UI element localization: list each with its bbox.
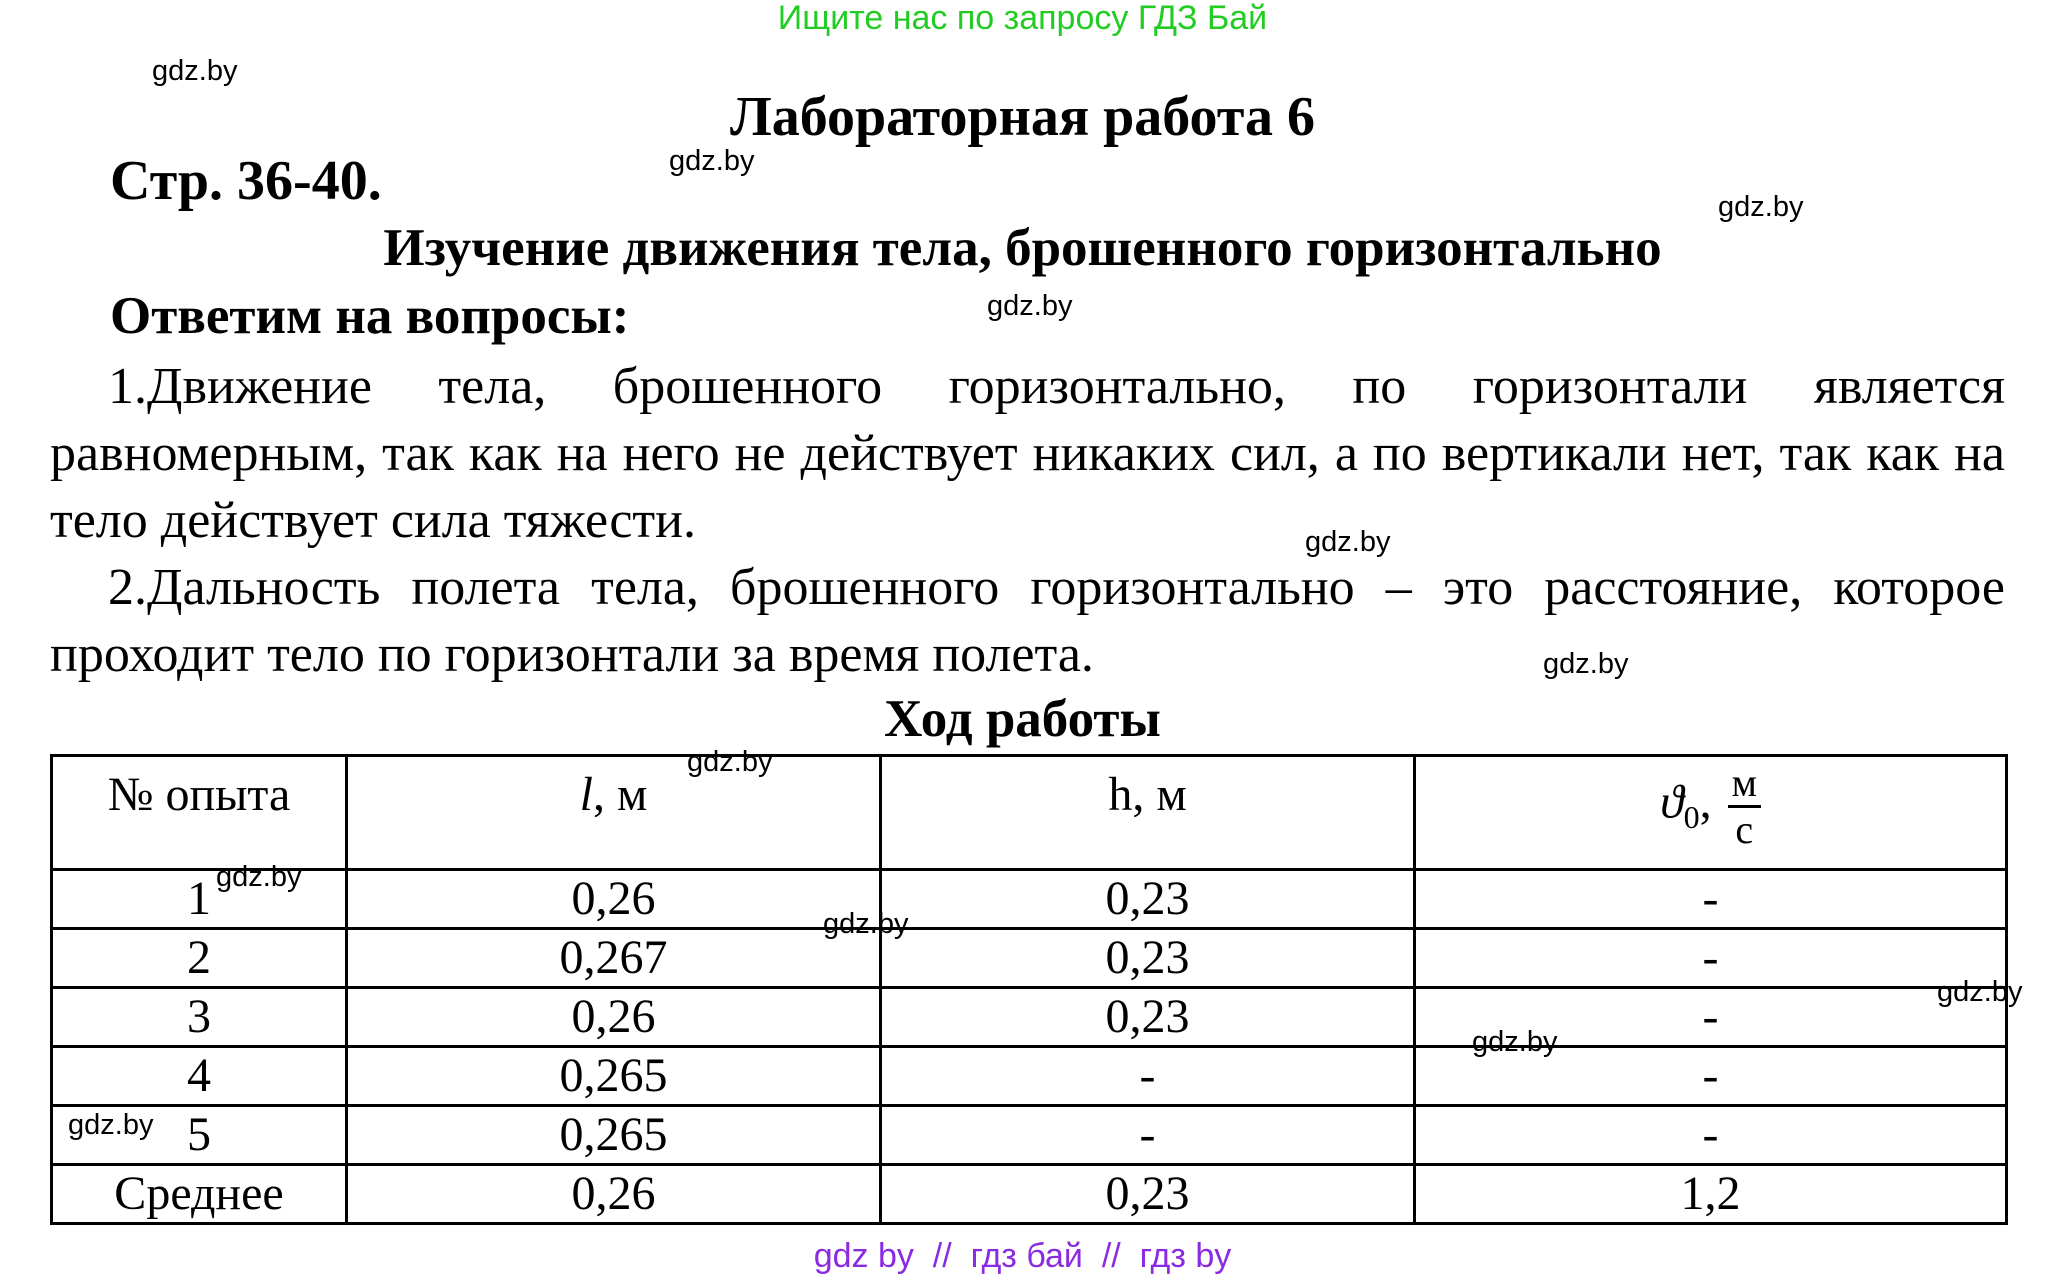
header-height: h, м bbox=[881, 756, 1415, 870]
cell-length: 0,26 bbox=[347, 1165, 881, 1224]
cell-velocity: 1,2 bbox=[1415, 1165, 2007, 1224]
section-heading: Ход работы bbox=[884, 690, 1161, 748]
page-title: Лабораторная работа 6 bbox=[729, 86, 1316, 148]
table-row bbox=[52, 988, 2007, 1047]
watermark: gdz.by bbox=[669, 145, 755, 177]
cell-velocity: - bbox=[1415, 988, 2007, 1047]
length-unit: , м bbox=[592, 768, 648, 821]
cell-length: 0,26 bbox=[347, 870, 881, 929]
table-row-average bbox=[52, 1165, 2007, 1224]
header-experiment: № опыта bbox=[52, 756, 347, 870]
cell-velocity: - bbox=[1415, 929, 2007, 988]
cell-height: - bbox=[881, 1106, 1415, 1165]
lab-subtitle: Изучение движения тела, брошенного горизонтально bbox=[383, 219, 1662, 277]
cell-length: 0,267 bbox=[347, 929, 881, 988]
cell-experiment: 4 bbox=[52, 1047, 347, 1106]
velocity-unit-fraction bbox=[1728, 761, 1761, 852]
cell-experiment: 2 bbox=[52, 929, 347, 988]
cell-height: 0,23 bbox=[881, 988, 1415, 1047]
watermark: gdz.by bbox=[1472, 1026, 1558, 1058]
watermark: gdz.by bbox=[152, 55, 238, 87]
cell-length: 0,265 bbox=[347, 1106, 881, 1165]
header-velocity: $ϑ_0$, $\frac{м}{с}$ bbox=[1415, 756, 2007, 870]
cell-height: 0,23 bbox=[881, 1165, 1415, 1224]
footer-links: gdz by // гдз бай // гдз by bbox=[813, 1237, 1232, 1275]
table-row bbox=[52, 1106, 2007, 1165]
watermark: gdz.by bbox=[1305, 526, 1391, 558]
watermark: gdz.by bbox=[1718, 191, 1804, 223]
cell-length: 0,265 bbox=[347, 1047, 881, 1106]
site-banner: Ищите нас по запросу ГДЗ Бай bbox=[777, 0, 1268, 37]
cell-velocity: - bbox=[1415, 1106, 2007, 1165]
page-reference: Стр. 36-40. bbox=[110, 150, 382, 212]
velocity-subscript: 0 bbox=[1683, 799, 1700, 836]
table-header-row bbox=[52, 756, 2007, 870]
cell-velocity: - bbox=[1415, 1047, 2007, 1106]
table-row bbox=[52, 929, 2007, 988]
table-row bbox=[52, 870, 2007, 929]
table-row bbox=[52, 1047, 2007, 1106]
length-symbol: l bbox=[579, 768, 593, 821]
cell-experiment: 5 bbox=[52, 1106, 347, 1165]
velocity-unit-denominator: с bbox=[1735, 807, 1754, 852]
velocity-symbol: ϑ bbox=[1660, 775, 1684, 829]
watermark: gdz.by bbox=[987, 290, 1073, 322]
cell-experiment: 1 bbox=[52, 870, 347, 929]
answer-paragraph-2: 2.Дальность полета тела, брошенного горизонтально – это расстояние, которое проходит тело по горизонтали за время полета. bbox=[50, 559, 2005, 683]
cell-length: 0,26 bbox=[347, 988, 881, 1047]
answer-paragraph-1: 1.Движение тела, брошенного горизонтально, по горизонтали является равномерным, так как на него не действует никаких сил, а по вертикали нет, так как на тело действует сила тяжести. bbox=[50, 358, 2005, 549]
cell-height: 0,23 bbox=[881, 929, 1415, 988]
cell-height: - bbox=[881, 1047, 1415, 1106]
watermark: gdz.by bbox=[687, 746, 773, 778]
watermark: gdz.by bbox=[1543, 648, 1629, 680]
results-table bbox=[50, 754, 2008, 1225]
header-length bbox=[347, 756, 881, 870]
watermark: gdz.by bbox=[68, 1109, 154, 1141]
cell-velocity: - bbox=[1415, 870, 2007, 929]
watermark: gdz.by bbox=[216, 861, 302, 893]
cell-height: 0,23 bbox=[881, 870, 1415, 929]
watermark: gdz.by bbox=[1937, 976, 2023, 1008]
velocity-unit-numerator: м bbox=[1728, 761, 1761, 808]
watermark: gdz.by bbox=[823, 908, 909, 940]
cell-experiment: Среднее bbox=[52, 1165, 347, 1224]
answers-heading: Ответим на вопросы: bbox=[110, 287, 630, 345]
cell-experiment: 3 bbox=[52, 988, 347, 1047]
